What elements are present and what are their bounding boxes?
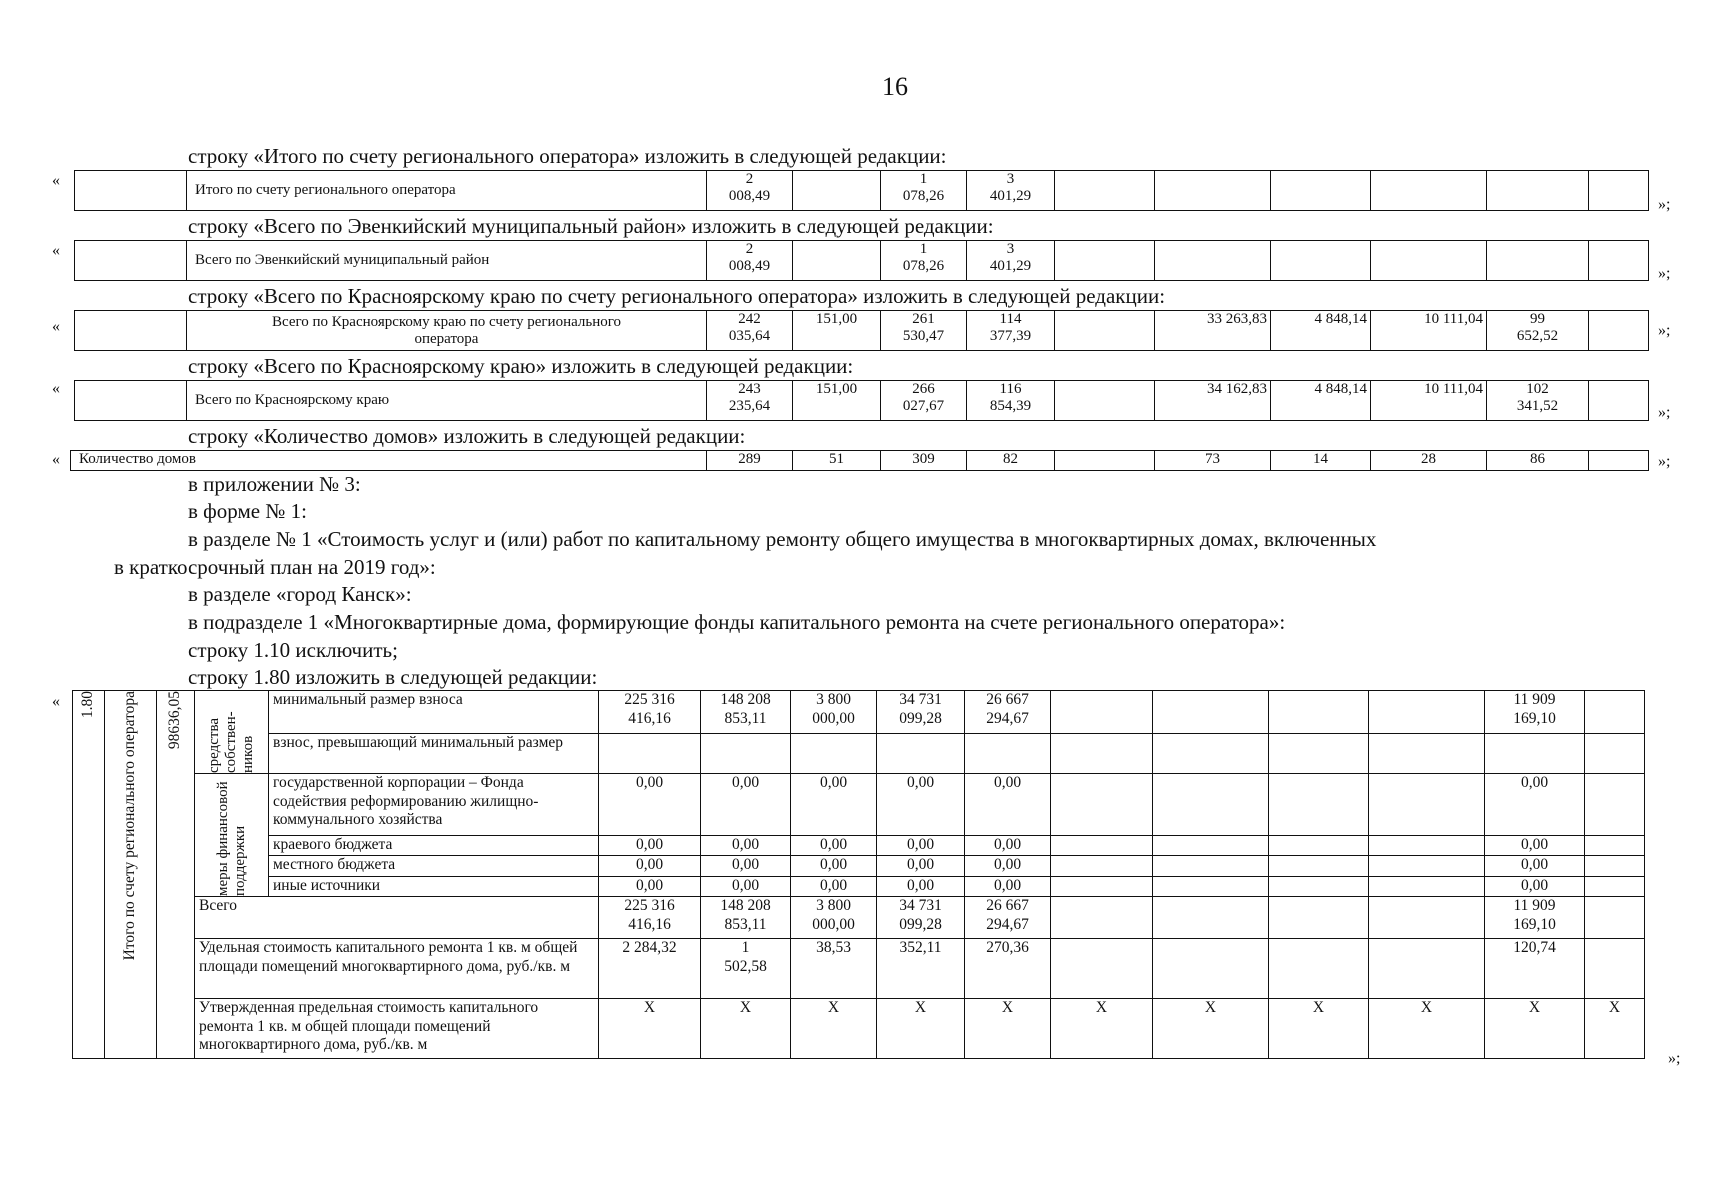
value-cell: 86 (1487, 451, 1589, 471)
value-cell (1051, 897, 1153, 939)
value-cell (1371, 241, 1487, 281)
value-cell: 3 800 000,00 (791, 691, 877, 734)
value-cell (1369, 774, 1485, 836)
value-cell: 309 (881, 451, 967, 471)
row-label: Всего по Красноярскому краю по счету регионального оператора (187, 311, 707, 351)
value-cell: 151,00 (793, 381, 881, 421)
group-owners: средства собствен-ников (195, 691, 269, 774)
repair-cost-table (72, 690, 1645, 1059)
value-cell (1153, 691, 1269, 734)
value-cell: 148 208 853,11 (701, 691, 791, 734)
value-cell (1155, 241, 1271, 281)
value-cell (1269, 835, 1369, 856)
value-cell: 1 502,58 (701, 939, 791, 999)
value-cell (599, 733, 701, 774)
page-number: 16 (882, 72, 908, 101)
value-cell: 243 235,64 (707, 381, 793, 421)
value-cell (1051, 691, 1153, 734)
value-cell (1369, 733, 1485, 774)
row-table (74, 240, 1649, 281)
value-cell: Х (791, 999, 877, 1059)
value-cell: 289 (707, 451, 793, 471)
paragraph: строку 1.10 исключить; (188, 638, 398, 662)
value-cell: 0,00 (599, 835, 701, 856)
value-cell (1051, 835, 1153, 856)
value-cell (1369, 939, 1485, 999)
value-cell (1269, 939, 1369, 999)
value-cell: 0,00 (965, 856, 1051, 877)
value-cell: 266 027,67 (881, 381, 967, 421)
value-cell: 0,00 (965, 835, 1051, 856)
paragraph: в подразделе 1 «Многоквартирные дома, формирующие фонды капитального ремонта на счете регионального оператора»: (188, 610, 1286, 634)
row-title: Итого по счету регионального оператора (105, 691, 157, 1059)
value-cell: 1 078,26 (881, 171, 967, 211)
section-intro: строку «Всего по Красноярскому краю» изложить в следующей редакции: (188, 354, 854, 378)
value-cell (1153, 733, 1269, 774)
value-cell: 114 377,39 (967, 311, 1055, 351)
value-cell (1585, 939, 1645, 999)
section-intro: строку «Всего по Красноярскому краю по счету регионального оператора» изложить в следующей редакции: (188, 284, 1166, 308)
value-cell: 116 854,39 (967, 381, 1055, 421)
value-cell: 242 035,64 (707, 311, 793, 351)
value-cell (1269, 897, 1369, 939)
value-cell: 0,00 (701, 856, 791, 877)
quote-open: « (52, 318, 60, 335)
value-cell (1269, 733, 1369, 774)
value-cell: Х (1485, 999, 1585, 1059)
value-cell: 82 (967, 451, 1055, 471)
row-label: минимальный размер взноса (269, 691, 599, 734)
value-cell: Х (1585, 999, 1645, 1059)
value-cell (793, 171, 881, 211)
row-label: иные источники (269, 876, 599, 897)
value-cell: 4 848,14 (1271, 311, 1371, 351)
row-table (74, 310, 1649, 351)
value-cell: 0,00 (1485, 774, 1585, 836)
value-cell (1487, 241, 1589, 281)
value-cell (1153, 939, 1269, 999)
value-cell: 34 162,83 (1155, 381, 1271, 421)
value-cell (1369, 856, 1485, 877)
value-cell: Х (1369, 999, 1485, 1059)
value-cell (1589, 241, 1649, 281)
value-cell: 0,00 (791, 856, 877, 877)
value-cell: Х (877, 999, 965, 1059)
value-cell: 3 800 000,00 (791, 897, 877, 939)
value-cell: 0,00 (791, 774, 877, 836)
value-cell: 1 078,26 (881, 241, 967, 281)
value-cell: 99 652,52 (1487, 311, 1589, 351)
value-cell: 28 (1371, 451, 1487, 471)
value-cell (1155, 171, 1271, 211)
value-cell (1055, 381, 1155, 421)
value-cell: 3 401,29 (967, 241, 1055, 281)
row-label: Итого по счету регионального оператора (187, 171, 707, 211)
value-cell: 38,53 (791, 939, 877, 999)
section-intro: строку «Итого по счету регионального оператора» изложить в следующей редакции: (188, 144, 947, 168)
value-cell: 0,00 (965, 774, 1051, 836)
value-cell: 151,00 (793, 311, 881, 351)
quote-close: »; (1658, 322, 1671, 339)
value-cell (1485, 733, 1585, 774)
value-cell: 0,00 (701, 835, 791, 856)
value-cell (1269, 691, 1369, 734)
value-cell (1369, 691, 1485, 734)
row-label: государственной корпорации – Фонда содействия реформированию жилищно-коммунального хозяйства (269, 774, 599, 836)
value-cell: Х (965, 999, 1051, 1059)
value-cell (1269, 774, 1369, 836)
value-cell (1371, 171, 1487, 211)
count-table (70, 450, 1649, 471)
row-label: местного бюджета (269, 856, 599, 877)
value-cell: 34 731 099,28 (877, 691, 965, 734)
value-cell (1269, 876, 1369, 897)
paragraph: в форме № 1: (188, 499, 307, 523)
value-cell: 0,00 (877, 774, 965, 836)
quote-open: « (52, 242, 60, 259)
value-cell: 0,00 (877, 835, 965, 856)
value-cell: 270,36 (965, 939, 1051, 999)
paragraph: строку 1.80 изложить в следующей редакции: (188, 665, 598, 689)
value-cell (1051, 774, 1153, 836)
value-cell: 0,00 (599, 876, 701, 897)
empty-cell (75, 381, 187, 421)
value-cell: Х (1153, 999, 1269, 1059)
quote-close: »; (1658, 265, 1671, 282)
value-cell: 0,00 (1485, 876, 1585, 897)
value-cell: 0,00 (1485, 835, 1585, 856)
paragraph: в разделе «город Канск»: (188, 582, 412, 606)
value-cell: 148 208 853,11 (701, 897, 791, 939)
value-cell (1487, 171, 1589, 211)
row-table (74, 380, 1649, 421)
value-cell (1369, 835, 1485, 856)
quote-open: « (52, 172, 60, 189)
empty-cell (75, 241, 187, 281)
paragraph: в краткосрочный план на 2019 год»: (114, 555, 436, 579)
value-cell (701, 733, 791, 774)
value-cell: 2 284,32 (599, 939, 701, 999)
quote-close: »; (1658, 453, 1671, 470)
empty-cell (75, 311, 187, 351)
value-cell (1589, 311, 1649, 351)
value-cell (1269, 856, 1369, 877)
row-label: Всего по Красноярскому краю (187, 381, 707, 421)
quote-close: »; (1658, 196, 1671, 213)
row-label: краевого бюджета (269, 835, 599, 856)
value-cell (1153, 897, 1269, 939)
value-cell: 0,00 (599, 774, 701, 836)
value-cell (1585, 876, 1645, 897)
quote-open: « (52, 693, 60, 710)
value-cell (1055, 241, 1155, 281)
row-label: Всего по Эвенкийский муниципальный район (187, 241, 707, 281)
value-cell (1271, 241, 1371, 281)
value-cell: Х (701, 999, 791, 1059)
value-cell: 51 (793, 451, 881, 471)
value-cell (1585, 856, 1645, 877)
value-cell (1585, 733, 1645, 774)
value-cell (1051, 876, 1153, 897)
row-number: 1.80 (73, 691, 105, 1059)
value-cell (1589, 451, 1649, 471)
value-cell: 0,00 (701, 876, 791, 897)
value-cell: 3 401,29 (967, 171, 1055, 211)
value-cell (1055, 171, 1155, 211)
value-cell: 26 667 294,67 (965, 691, 1051, 734)
value-cell: 0,00 (877, 876, 965, 897)
value-cell (793, 241, 881, 281)
value-cell: 10 111,04 (1371, 381, 1487, 421)
value-cell: 11 909 169,10 (1485, 897, 1585, 939)
value-cell (1055, 311, 1155, 351)
paragraph: в приложении № 3: (188, 472, 361, 496)
value-cell: 102 341,52 (1487, 381, 1589, 421)
value-cell: 34 731 099,28 (877, 897, 965, 939)
value-cell (1055, 451, 1155, 471)
value-cell: 11 909 169,10 (1485, 691, 1585, 734)
value-cell: 225 316 416,16 (599, 897, 701, 939)
value-cell: 0,00 (877, 856, 965, 877)
value-cell (1585, 897, 1645, 939)
value-cell (1153, 876, 1269, 897)
row-label: взнос, превышающий минимальный размер (269, 733, 599, 774)
value-cell: 73 (1155, 451, 1271, 471)
value-cell: 0,00 (791, 835, 877, 856)
value-cell: 0,00 (791, 876, 877, 897)
value-cell: Х (1269, 999, 1369, 1059)
value-cell (877, 733, 965, 774)
value-cell (1589, 381, 1649, 421)
value-cell (1271, 171, 1371, 211)
value-cell (965, 733, 1051, 774)
value-cell: 2 008,49 (707, 241, 793, 281)
row-table (74, 170, 1649, 211)
value-cell: 10 111,04 (1371, 311, 1487, 351)
value-cell (1369, 876, 1485, 897)
value-cell: 261 530,47 (881, 311, 967, 351)
value-cell: 352,11 (877, 939, 965, 999)
value-cell: 4 848,14 (1271, 381, 1371, 421)
value-cell: 33 263,83 (1155, 311, 1271, 351)
total-label: Всего (195, 897, 599, 939)
value-cell: Х (599, 999, 701, 1059)
paragraph: в разделе № 1 «Стоимость услуг и (или) работ по капитальному ремонту общего имущества в многоквартирных домах, включенных (188, 527, 1377, 551)
value-cell (1051, 856, 1153, 877)
group-support: меры финансовой поддержки (195, 774, 269, 897)
quote-close: »; (1668, 1050, 1681, 1067)
quote-open: « (52, 451, 60, 468)
value-cell (1051, 939, 1153, 999)
section-intro: строку «Количество домов» изложить в следующей редакции: (188, 424, 746, 448)
value-cell: 14 (1271, 451, 1371, 471)
value-cell: 26 667 294,67 (965, 897, 1051, 939)
value-cell: 120,74 (1485, 939, 1585, 999)
section-intro: строку «Всего по Эвенкийский муниципальный район» изложить в следующей редакции: (188, 214, 994, 238)
unit-cost-label: Удельная стоимость капитального ремонта 1 кв. м общей площади помещений многоквартирного дома, руб./кв. м (195, 939, 599, 999)
value-cell: 0,00 (701, 774, 791, 836)
value-cell (1051, 733, 1153, 774)
value-cell (1153, 835, 1269, 856)
quote-open: « (52, 380, 60, 397)
value-cell: 0,00 (1485, 856, 1585, 877)
value-cell: Х (1051, 999, 1153, 1059)
value-cell (1585, 691, 1645, 734)
value-cell (1369, 897, 1485, 939)
empty-cell (75, 171, 187, 211)
value-cell (1153, 774, 1269, 836)
value-cell: 2 008,49 (707, 171, 793, 211)
value-cell (1585, 835, 1645, 856)
value-cell (1589, 171, 1649, 211)
value-cell (1153, 856, 1269, 877)
value-cell (1585, 774, 1645, 836)
value-cell: 0,00 (599, 856, 701, 877)
quote-close: »; (1658, 404, 1671, 421)
row-label: Количество домов (71, 451, 707, 471)
value-cell: 0,00 (965, 876, 1051, 897)
total-area: 98636,05 (157, 691, 195, 1059)
limit-cost-label: Утвержденная предельная стоимость капитального ремонта 1 кв. м общей площади помещений многоквартирного дома, руб./кв. м (195, 999, 599, 1059)
value-cell: 225 316 416,16 (599, 691, 701, 734)
value-cell (791, 733, 877, 774)
